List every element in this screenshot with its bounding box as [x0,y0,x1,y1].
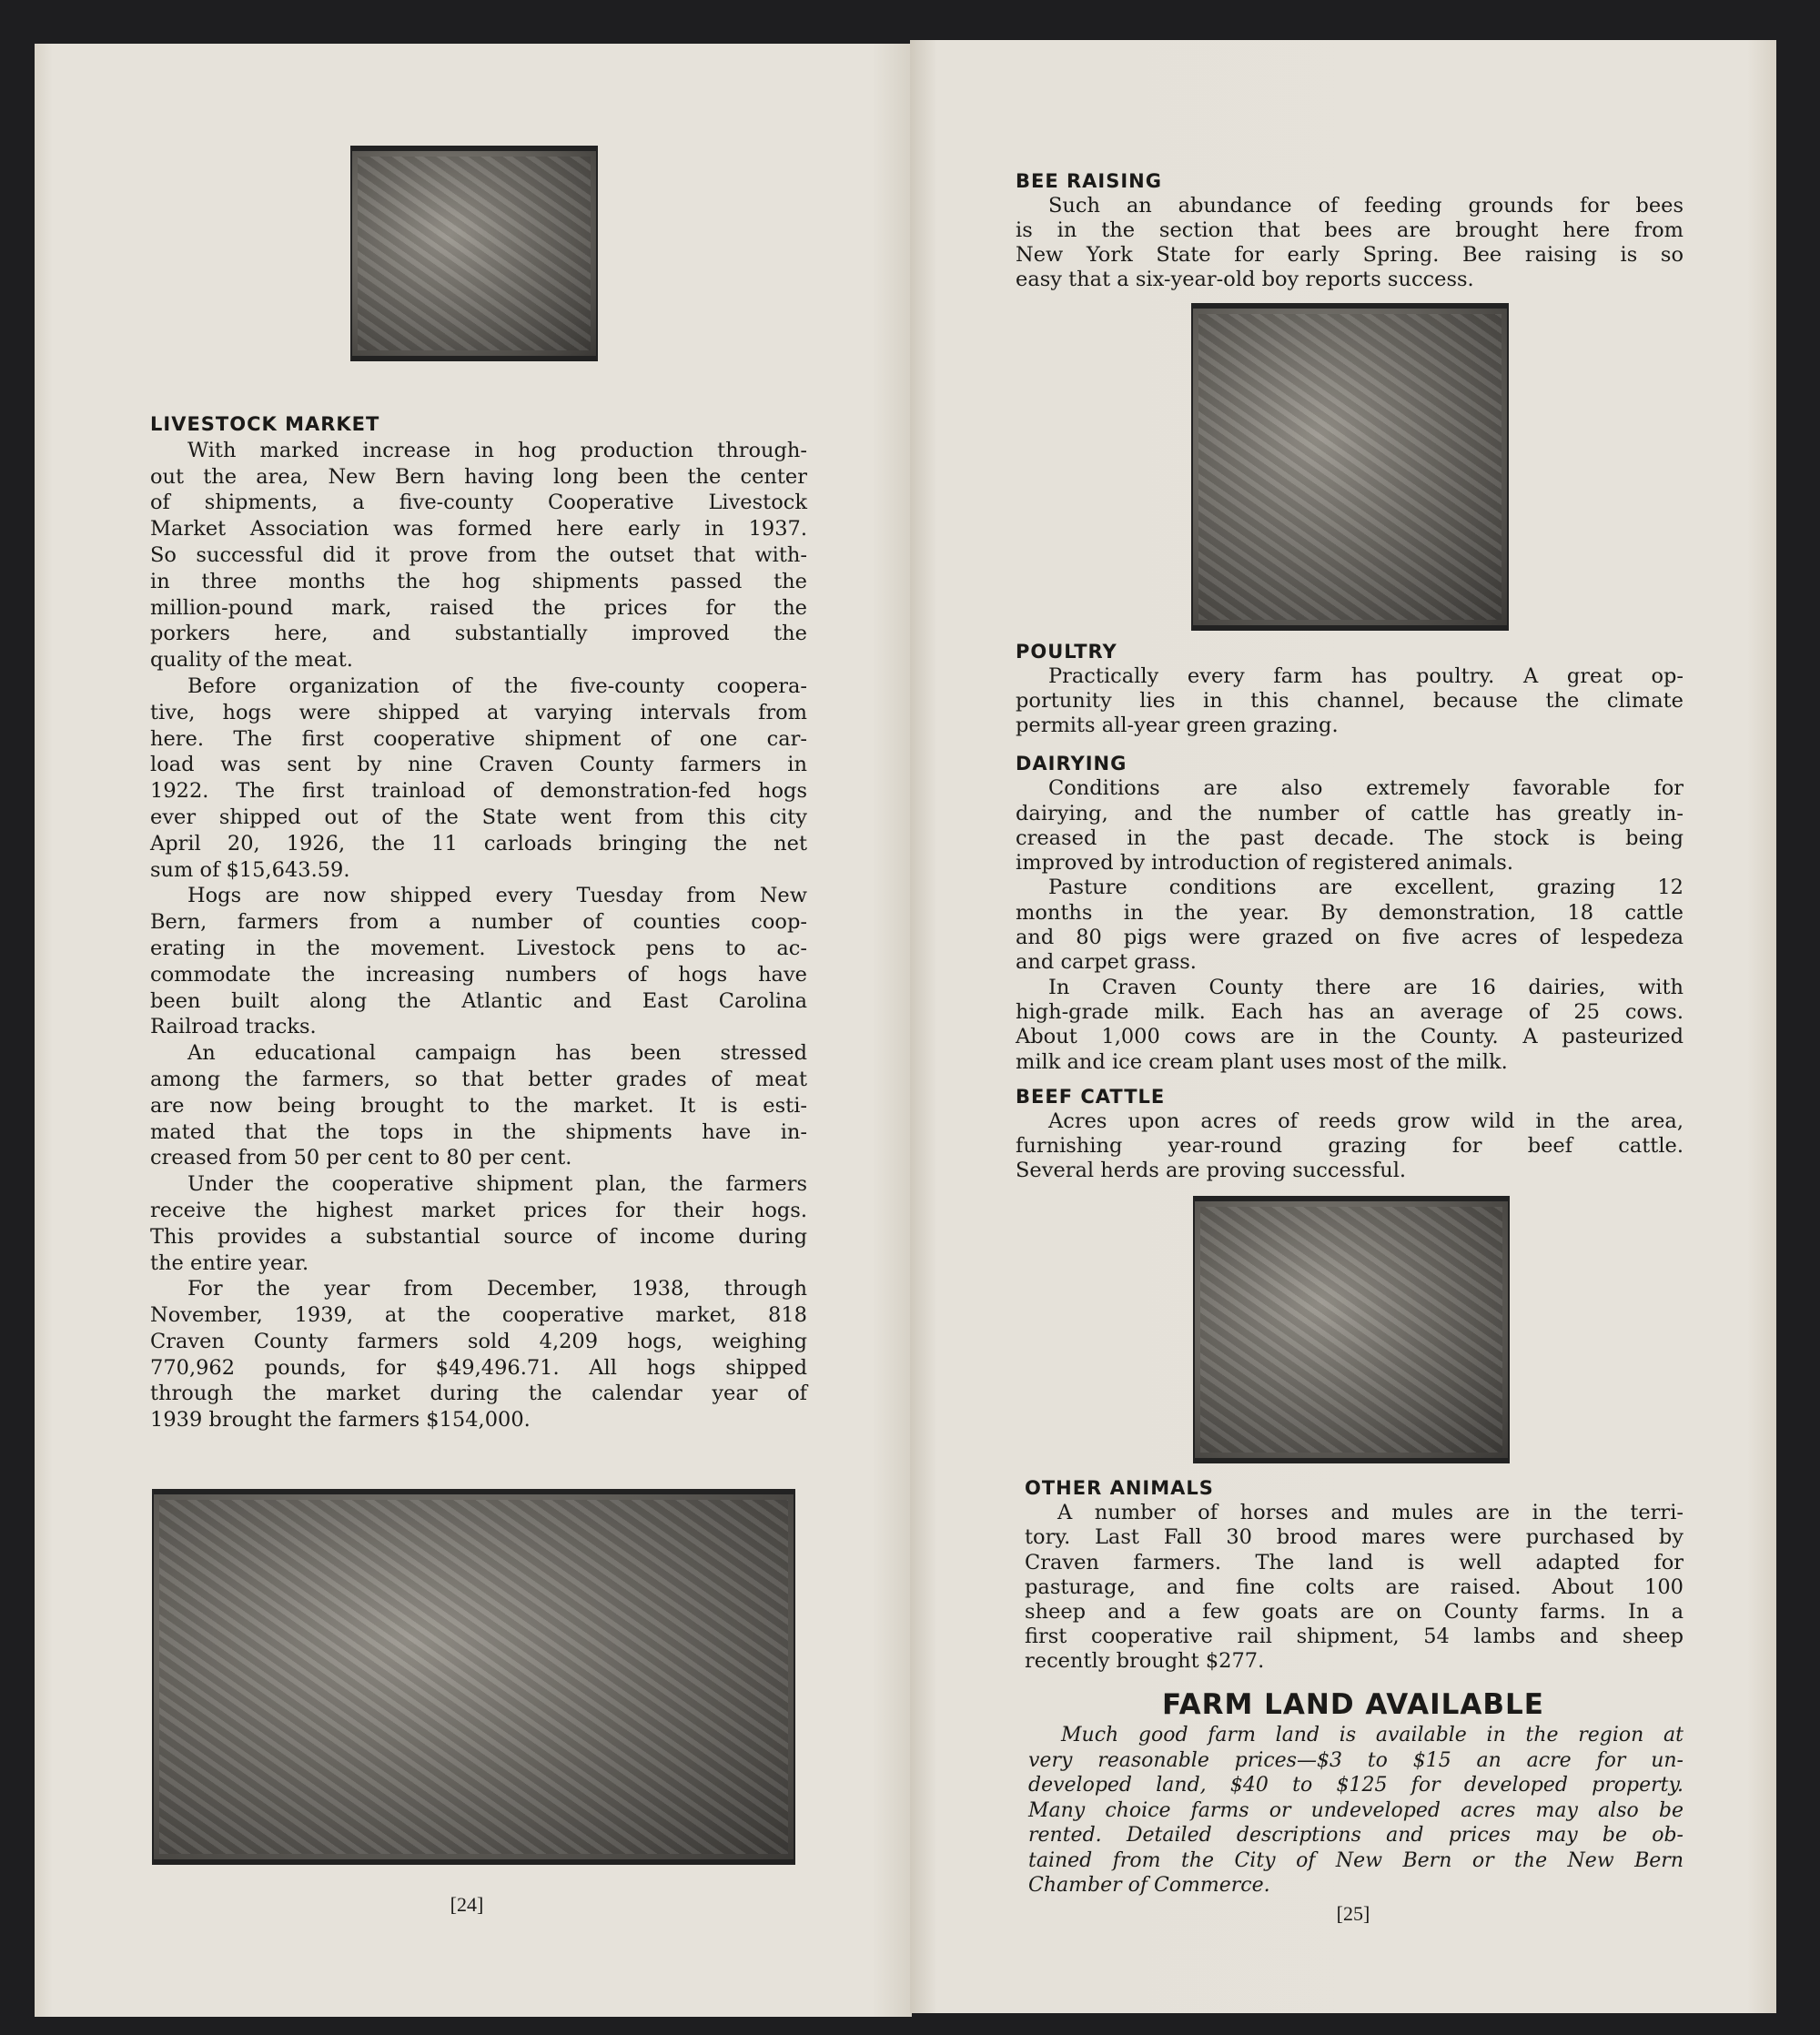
text-line: very reasonable prices—$3 to $15 an acre for un- [1028,1748,1684,1772]
page-number-right: [25] [1336,1902,1370,1925]
text-line: Practically every farm has poultry. A great op- [1048,664,1684,688]
text-line: An educational campaign has been stressed [187,1041,807,1066]
text-line: Under the cooperative shipment plan, the farmers [187,1172,807,1197]
text-line: A number of horses and mules are in the terri- [1057,1501,1684,1525]
text-line: through the market during the calendar year of [150,1382,807,1406]
text-line: months in the year. By demonstration, 18 cattle [1016,900,1684,925]
page-number-left: [24] [450,1893,484,1916]
text-line: first cooperative rail shipment, 54 lambs and sheep [1025,1625,1684,1649]
text-line: New York State for early Spring. Bee raising is so [1016,243,1684,267]
photo-man-with-horses [1193,1196,1510,1463]
text-line: This provides a substantial source of income during [150,1224,807,1249]
farm-land-heading: FARM LAND AVAILABLE [1162,1688,1544,1721]
text-line: porkers here, and substantially improved the [150,622,807,646]
section-heading: DAIRYING [1016,753,1127,775]
text-line: are now being brought to the market. It is esti- [150,1093,807,1118]
text-line: and 80 pigs were grazed on five acres of lespedeza [1016,926,1684,950]
section-livestock-market [150,411,807,1433]
text-line: rented. Detailed descriptions and prices may be ob- [1028,1824,1684,1847]
text-line: here. The first cooperative shipment of one car- [150,726,807,751]
text-line: the entire year. [150,1250,309,1275]
text-line: Many choice farms or undeveloped acres may also be [1028,1798,1684,1822]
text-line: For the year from December, 1938, through [187,1277,807,1301]
text-line: quality of the meat. [150,648,353,673]
text-line: Bern, farmers from a number of counties coop- [150,910,807,935]
text-line: of shipments, a five-county Cooperative Livestock [150,491,807,515]
text-line: commodate the increasing numbers of hogs have [150,962,807,987]
farm-land-text [1028,1723,1684,1898]
text-line: April 20, 1926, the 11 carloads bringing the net [150,831,807,856]
text-line: tory. Last Fall 30 brood mares were purchased by [1025,1525,1684,1550]
section-heading: BEEF CATTLE [1016,1086,1166,1108]
section-heading: BEE RAISING [1016,170,1162,192]
text-line: creased from 50 per cent to 80 per cent. [150,1146,572,1170]
text-line: tive, hogs were shipped at varying intervals from [150,700,807,724]
text-line: sheep and a few goats are on County farms. In a [1025,1599,1684,1624]
text-line: Hogs are now shipped every Tuesday from New [187,884,807,908]
text-line: developed land, $40 to $125 for developed property. [1028,1774,1684,1797]
text-line: and carpet grass. [1016,950,1197,975]
text-line: Acres upon acres of reeds grow wild in the area, [1048,1109,1684,1133]
text-line: milk and ice cream plant uses most of the milk. [1016,1049,1508,1074]
text-line: recently brought $277. [1025,1649,1265,1674]
text-line: improved by introduction of registered animals. [1016,851,1514,876]
text-line: Chamber of Commerce. [1028,1874,1270,1897]
section-heading: OTHER ANIMALS [1025,1477,1214,1499]
text-line: Market Association was formed here early in 1937. [150,517,807,542]
text-line: tained from the City of New Bern or the New Bern [1028,1848,1684,1872]
text-line: creased in the past decade. The stock is being [1016,825,1684,850]
text-line: out the area, New Bern having long been the center [150,464,807,489]
text-line: in three months the hog shipments passed the [150,569,807,593]
text-line: Such an abundance of feeding grounds for bees [1048,194,1684,218]
text-line: About 1,000 cows are in the County. A pasteurized [1016,1025,1684,1049]
text-line: furnishing year-round grazing for beef cattle. [1016,1134,1684,1158]
text-line: dairying, and the number of cattle has greatly in- [1016,801,1684,825]
text-line: With marked increase in hog production through- [187,438,807,462]
text-line: 770,962 pounds, for $49,496.71. All hogs shipped [150,1355,807,1380]
text-line: Conditions are also extremely favorable for [1048,776,1684,801]
text-line: November, 1939, at the cooperative market, 818 [150,1303,807,1328]
section-dairying [1016,752,1684,1075]
text-line: erating in the movement. Livestock pens to ac- [150,936,807,960]
text-line: Several herds are proving successful. [1016,1159,1407,1182]
text-line: sum of $15,643.59. [150,857,350,882]
text-line: pasturage, and fine colts are raised. About 100 [1025,1574,1684,1599]
section-heading: POULTRY [1016,641,1117,663]
text-line: So successful did it prove from the outset that with- [150,542,807,567]
section-bee-raising [1016,169,1684,292]
text-line: Railroad tracks. [150,1015,317,1039]
section-beef-cattle [1016,1085,1684,1183]
text-line: among the farmers, so that better grades of meat [150,1067,807,1091]
text-line: is in the section that bees are brought here from [1016,218,1684,242]
text-line: Much good farm land is available in the region at [1061,1724,1684,1746]
photo-children-in-field [350,146,598,361]
photo-boy-with-beehive [1191,303,1509,631]
text-line: Craven farmers. The land is well adapted for [1025,1550,1684,1574]
text-line: easy that a six-year-old boy reports success. [1016,268,1474,291]
text-line: portunity lies in this channel, because the climate [1016,689,1684,713]
text-line: high-grade milk. Each has an average of 25 cows. [1016,999,1684,1024]
text-line: In Craven County there are 16 dairies, with [1048,975,1684,999]
text-line: 1939 brought the farmers $154,000. [150,1408,531,1433]
text-line: 1922. The first trainload of demonstration-fed hogs [150,779,807,804]
text-line: receive the highest market prices for their hogs. [150,1198,807,1222]
text-line: Before organization of the five-county coopera- [187,673,807,698]
photo-livestock-pens [152,1489,795,1865]
text-line: million-pound mark, raised the prices for the [150,595,807,620]
section-poultry [1016,640,1684,738]
text-line: been built along the Atlantic and East Carolina [150,988,807,1013]
text-line: load was sent by nine Craven County farmers in [150,753,807,777]
text-line: Craven County farmers sold 4,209 hogs, weighing [150,1329,807,1353]
section-heading: LIVESTOCK MARKET [150,413,380,435]
text-line: permits all-year green grazing. [1016,714,1339,737]
section-other-animals [1025,1476,1684,1675]
text-line: ever shipped out of the State went from this city [150,805,807,829]
text-line: mated that the tops in the shipments have in- [150,1119,807,1144]
text-line: Pasture conditions are excellent, grazing 12 [1048,876,1684,900]
